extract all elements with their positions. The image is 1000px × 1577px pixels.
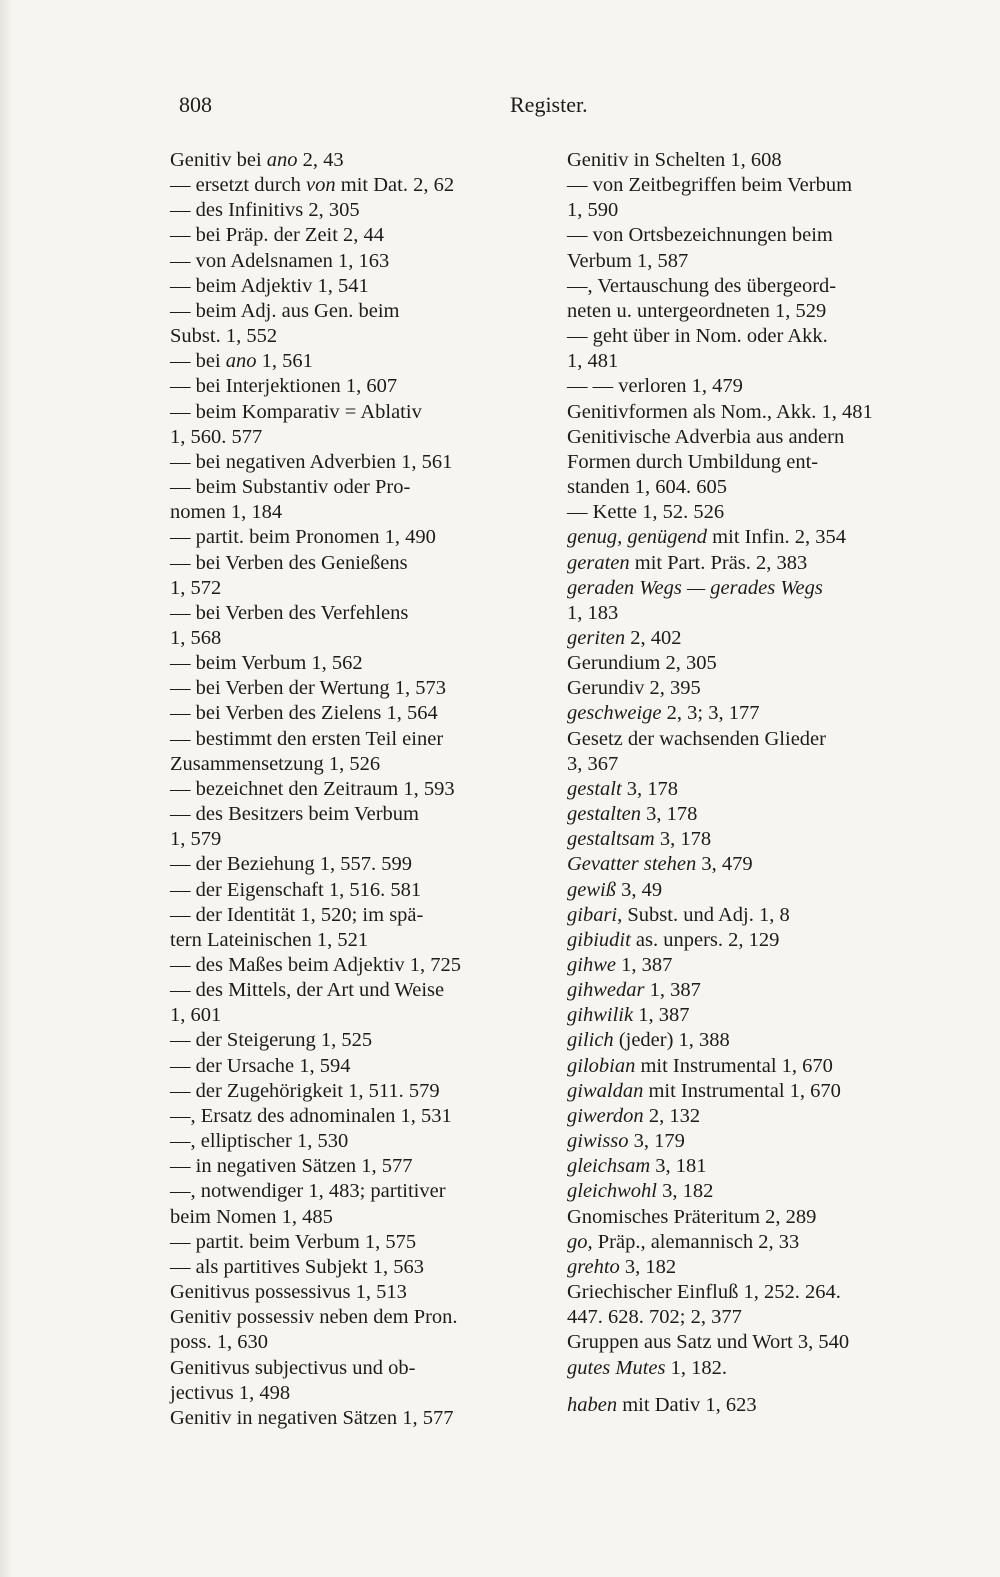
index-line xyxy=(567,1305,939,1330)
index-line xyxy=(567,525,939,550)
index-text: — bei xyxy=(170,350,226,373)
index-text: 1, 560. 577 xyxy=(170,425,263,448)
index-text: 2, 3; 3, 177 xyxy=(661,702,760,725)
index-line xyxy=(567,475,939,500)
index-line xyxy=(567,727,939,752)
index-text: mit Infin. 2, 354 xyxy=(707,526,846,549)
index-line xyxy=(170,1406,538,1431)
index-text: jectivus 1, 498 xyxy=(170,1381,291,1404)
index-line xyxy=(567,576,939,601)
index-text: Verbum 1, 587 xyxy=(567,249,689,272)
index-text: Genitiv in Schelten 1, 608 xyxy=(567,149,782,171)
index-line xyxy=(567,1280,939,1305)
index-line xyxy=(170,274,538,299)
index-text: Genitiv bei xyxy=(170,149,267,171)
index-text: Genitivische Adverbia aus andern xyxy=(567,425,845,448)
index-line xyxy=(170,1154,538,1179)
index-term: gihwilik xyxy=(567,1004,634,1027)
index-term: von xyxy=(306,174,336,197)
index-line xyxy=(567,349,939,374)
right-index-column xyxy=(567,148,939,1418)
index-line xyxy=(170,374,538,399)
index-text: —, elliptischer 1, 530 xyxy=(170,1130,349,1153)
index-line xyxy=(170,324,538,349)
index-term: haben xyxy=(567,1393,618,1416)
index-text: 1, 568 xyxy=(170,626,222,649)
index-text: Genitivus possessivus 1, 513 xyxy=(170,1281,407,1304)
index-text: 3, 178 xyxy=(654,828,712,851)
index-line xyxy=(170,1230,538,1255)
index-text: — bei Verben der Wertung 1, 573 xyxy=(170,677,446,700)
index-line xyxy=(170,852,538,877)
index-text: 1, 387 xyxy=(644,979,701,1002)
index-line xyxy=(567,752,939,777)
index-line xyxy=(567,1054,939,1079)
index-term: gihwedar xyxy=(567,979,645,1002)
index-line xyxy=(567,299,939,324)
index-text: — geht über in Nom. oder Akk. xyxy=(567,325,828,348)
index-line xyxy=(567,324,939,349)
index-line xyxy=(170,1054,538,1079)
index-line xyxy=(170,1003,538,1028)
index-term: geraden Wegs — gerades Wegs xyxy=(567,576,823,599)
index-line xyxy=(567,701,939,726)
index-line xyxy=(567,1079,939,1104)
index-text: — bestimmt den ersten Teil einer xyxy=(170,727,444,750)
index-text: 2, 132 xyxy=(643,1104,701,1127)
index-text: mit Instrumental 1, 670 xyxy=(635,1054,833,1077)
index-line xyxy=(170,777,538,802)
index-line xyxy=(170,173,538,198)
index-text: Subst. und Adj. 1, 8 xyxy=(622,903,790,926)
index-text: 1, 387 xyxy=(633,1004,690,1027)
index-line xyxy=(567,953,939,978)
index-term: gibiudit xyxy=(567,928,631,951)
index-line xyxy=(170,928,538,953)
index-term: gestaltsam xyxy=(567,828,655,851)
index-text: mit Part. Präs. 2, 383 xyxy=(629,551,808,574)
index-line xyxy=(567,852,939,877)
index-line xyxy=(567,1154,939,1179)
index-term: giwisso xyxy=(567,1130,629,1153)
index-text: 3, 179 xyxy=(628,1130,685,1153)
index-text: mit Dat. 2, 62 xyxy=(335,174,455,197)
index-line xyxy=(170,1028,538,1053)
index-term: gilobian xyxy=(567,1054,636,1077)
index-line xyxy=(170,349,538,374)
index-line xyxy=(170,551,538,576)
index-line xyxy=(567,551,939,576)
index-term: gutes Mutes xyxy=(567,1356,666,1379)
index-text: — bei Verben des Zielens 1, 564 xyxy=(170,702,438,725)
index-text: Formen durch Umbildung ent- xyxy=(567,450,819,473)
index-line xyxy=(170,425,538,450)
index-line xyxy=(170,198,538,223)
index-text: poss. 1, 630 xyxy=(170,1331,268,1354)
index-line xyxy=(170,727,538,752)
index-text: 3, 178 xyxy=(641,803,698,826)
index-text: — als partitives Subjekt 1, 563 xyxy=(170,1255,424,1278)
index-text: — bei Präp. der Zeit 2, 44 xyxy=(170,224,385,247)
index-line xyxy=(567,928,939,953)
index-text: mit Instrumental 1, 670 xyxy=(643,1079,841,1102)
index-line xyxy=(170,299,538,324)
index-line xyxy=(170,500,538,525)
index-term: gewiß xyxy=(567,878,616,901)
index-line xyxy=(567,1003,939,1028)
index-term: gihwe xyxy=(567,954,616,976)
index-text: Gnomisches Präteritum 2, 289 xyxy=(567,1205,817,1228)
index-text: 1, 601 xyxy=(170,1004,222,1027)
index-text: — der Eigenschaft 1, 516. 581 xyxy=(170,878,422,901)
index-term: gestalten xyxy=(567,803,642,826)
index-line xyxy=(170,1129,538,1154)
index-line xyxy=(567,450,939,475)
index-line xyxy=(170,223,538,248)
index-line xyxy=(567,601,939,626)
index-text: — — verloren 1, 479 xyxy=(567,375,743,398)
index-line xyxy=(567,1393,939,1418)
index-text: — der Ursache 1, 594 xyxy=(170,1054,351,1077)
index-line xyxy=(170,802,538,827)
index-line xyxy=(170,827,538,852)
index-line xyxy=(170,1079,538,1104)
index-line xyxy=(567,425,939,450)
index-line xyxy=(567,400,939,425)
index-line xyxy=(170,651,538,676)
index-line xyxy=(567,1028,939,1053)
index-line xyxy=(567,1104,939,1129)
index-line xyxy=(567,173,939,198)
index-text: — bei Verben des Verfehlens xyxy=(170,601,409,624)
index-line xyxy=(170,978,538,1003)
index-line xyxy=(170,1381,538,1406)
index-line xyxy=(170,1205,538,1230)
index-line xyxy=(170,903,538,928)
left-index-column xyxy=(170,148,538,1431)
index-line xyxy=(170,1330,538,1355)
index-text: —, Vertauschung des übergeord- xyxy=(567,274,837,297)
index-line xyxy=(170,450,538,475)
index-line xyxy=(170,626,538,651)
index-text: 3, 178 xyxy=(621,777,679,800)
index-text: 1, 572 xyxy=(170,576,222,599)
index-line xyxy=(567,777,939,802)
index-text: — von Adelsnamen 1, 163 xyxy=(170,249,390,272)
index-text: — der Zugehörigkeit 1, 511. 579 xyxy=(170,1079,440,1102)
index-line xyxy=(170,878,538,903)
index-line xyxy=(567,148,939,173)
index-text: — bezeichnet den Zeitraum 1, 593 xyxy=(170,777,455,800)
index-text: — des Mittels, der Art und Weise xyxy=(170,979,445,1002)
index-text: 3, 182 xyxy=(619,1255,677,1278)
index-term: giwerdon xyxy=(567,1104,644,1127)
index-line xyxy=(567,1129,939,1154)
index-line xyxy=(170,1104,538,1129)
index-term: giwaldan xyxy=(567,1079,644,1102)
index-text: beim Nomen 1, 485 xyxy=(170,1205,333,1228)
index-term: gestalt xyxy=(567,777,622,800)
index-line xyxy=(170,953,538,978)
index-line xyxy=(567,676,939,701)
index-line xyxy=(567,1330,939,1355)
index-line xyxy=(170,525,538,550)
index-line xyxy=(567,903,939,928)
index-line xyxy=(170,576,538,601)
index-term: grehto xyxy=(567,1255,620,1278)
index-text: Griechischer Einfluß 1, 252. 264. xyxy=(567,1281,841,1304)
index-line xyxy=(567,1205,939,1230)
index-text: — ersetzt durch xyxy=(170,174,307,197)
index-text: — bei Interjektionen 1, 607 xyxy=(170,375,398,398)
index-text: 3, 479 xyxy=(696,853,753,876)
index-text: — von Ortsbezeichnungen beim xyxy=(567,224,833,247)
index-text: Gerundium 2, 305 xyxy=(567,652,717,675)
index-text: mit Dativ 1, 623 xyxy=(617,1393,757,1416)
page-edge-shadow xyxy=(0,0,12,1577)
index-text: Subst. 1, 552 xyxy=(170,325,278,348)
index-line xyxy=(567,223,939,248)
index-text: standen 1, 604. 605 xyxy=(567,476,727,499)
index-line xyxy=(170,676,538,701)
index-line xyxy=(170,601,538,626)
index-text: nomen 1, 184 xyxy=(170,501,283,524)
index-text: (jeder) 1, 388 xyxy=(613,1029,730,1052)
index-term: geraten xyxy=(567,551,630,574)
index-text: — beim Adj. aus Gen. beim xyxy=(170,299,400,322)
index-term: gleichwohl xyxy=(567,1180,657,1203)
index-line xyxy=(567,249,939,274)
index-text: — beim Substantiv oder Pro- xyxy=(170,476,411,499)
index-line xyxy=(567,878,939,903)
index-text: — bei Verben des Genießens xyxy=(170,551,408,574)
index-text: — in negativen Sätzen 1, 577 xyxy=(170,1155,413,1178)
index-line xyxy=(170,701,538,726)
index-text: Genitiv possessiv neben dem Pron. xyxy=(170,1306,458,1329)
index-text: — bei negativen Adverbien 1, 561 xyxy=(170,450,453,473)
index-line xyxy=(170,475,538,500)
index-text: Genitiv in negativen Sätzen 1, 577 xyxy=(170,1406,454,1429)
index-text: 1, 590 xyxy=(567,199,619,222)
index-text: — der Beziehung 1, 557. 599 xyxy=(170,853,412,876)
index-text: 1, 561 xyxy=(256,350,313,373)
index-text: — Kette 1, 52. 526 xyxy=(567,501,725,524)
index-text: Zusammensetzung 1, 526 xyxy=(170,752,381,775)
index-line xyxy=(567,651,939,676)
index-text: Genitivus subjectivus und ob- xyxy=(170,1356,416,1379)
index-text: 3, 49 xyxy=(615,878,663,901)
index-line xyxy=(567,274,939,299)
index-text: 1, 182. xyxy=(665,1356,727,1379)
index-line xyxy=(170,249,538,274)
index-text: 1, 387 xyxy=(615,954,673,976)
index-text: 3, 367 xyxy=(567,752,619,775)
index-text: —, notwendiger 1, 483; partitiver xyxy=(170,1180,446,1203)
index-text: tern Lateinischen 1, 521 xyxy=(170,928,369,951)
index-term: geriten xyxy=(567,626,626,649)
index-text: 1, 481 xyxy=(567,350,619,373)
index-text: 2, 43 xyxy=(297,149,344,171)
index-text: 3, 182 xyxy=(656,1180,714,1203)
index-line xyxy=(567,802,939,827)
running-head xyxy=(0,92,1000,122)
index-term: go, xyxy=(567,1230,593,1253)
index-term: ano xyxy=(225,350,257,373)
index-text: 1, 183 xyxy=(567,601,619,624)
index-term: ano xyxy=(266,149,298,171)
index-text: Gerundiv 2, 395 xyxy=(567,677,701,700)
index-text: 447. 628. 702; 2, 377 xyxy=(567,1306,742,1329)
index-text: as. unpers. 2, 129 xyxy=(630,928,780,951)
index-line xyxy=(567,827,939,852)
index-term: genug, genügend xyxy=(567,526,708,549)
index-term: gleichsam xyxy=(567,1155,651,1178)
index-line xyxy=(567,1356,939,1381)
index-line xyxy=(170,1179,538,1204)
page-number: 808 xyxy=(179,92,212,117)
index-line xyxy=(170,1356,538,1381)
index-text: — beim Adjektiv 1, 541 xyxy=(170,274,369,297)
index-text: — der Steigerung 1, 525 xyxy=(170,1029,373,1052)
index-term: gibari, xyxy=(567,903,623,926)
index-term: geschweige xyxy=(567,702,662,725)
index-line xyxy=(567,978,939,1003)
index-line xyxy=(567,1179,939,1204)
index-line xyxy=(567,1230,939,1255)
index-text: 1, 579 xyxy=(170,828,222,851)
index-text: — beim Verbum 1, 562 xyxy=(170,652,363,675)
index-text: Gesetz der wachsenden Glieder xyxy=(567,727,826,750)
index-text: 2, 402 xyxy=(625,626,682,649)
index-line xyxy=(567,1255,939,1280)
index-text: Gruppen aus Satz und Wort 3, 540 xyxy=(567,1331,850,1354)
index-line xyxy=(170,1255,538,1280)
index-line xyxy=(170,400,538,425)
index-text: Präp., alemannisch 2, 33 xyxy=(592,1230,800,1253)
index-text: —, Ersatz des adnominalen 1, 531 xyxy=(170,1104,452,1127)
index-line xyxy=(170,148,538,173)
index-line xyxy=(170,1305,538,1330)
index-line xyxy=(567,626,939,651)
index-text: 3, 181 xyxy=(650,1155,707,1178)
index-line xyxy=(567,500,939,525)
index-text: — partit. beim Pronomen 1, 490 xyxy=(170,526,436,549)
index-text: — partit. beim Verbum 1, 575 xyxy=(170,1230,417,1253)
index-text: — der Identität 1, 520; im spä- xyxy=(170,903,424,926)
index-line xyxy=(567,374,939,399)
index-term: Gevatter stehen xyxy=(567,853,697,876)
index-text: — des Besitzers beim Verbum xyxy=(170,803,419,826)
index-text: — des Infinitivs 2, 305 xyxy=(170,199,360,222)
index-text: — des Maßes beim Adjektiv 1, 725 xyxy=(170,954,461,976)
index-text: — von Zeitbegriffen beim Verbum xyxy=(567,174,853,197)
index-text: neten u. untergeordneten 1, 529 xyxy=(567,299,827,322)
index-line xyxy=(567,198,939,223)
running-title: Register. xyxy=(510,92,588,117)
index-text: Genitivformen als Nom., Akk. 1, 481 xyxy=(567,400,873,423)
index-term: gilich xyxy=(567,1029,614,1052)
index-line xyxy=(170,752,538,777)
index-line xyxy=(170,1280,538,1305)
index-text: — beim Komparativ = Ablativ xyxy=(170,400,422,423)
